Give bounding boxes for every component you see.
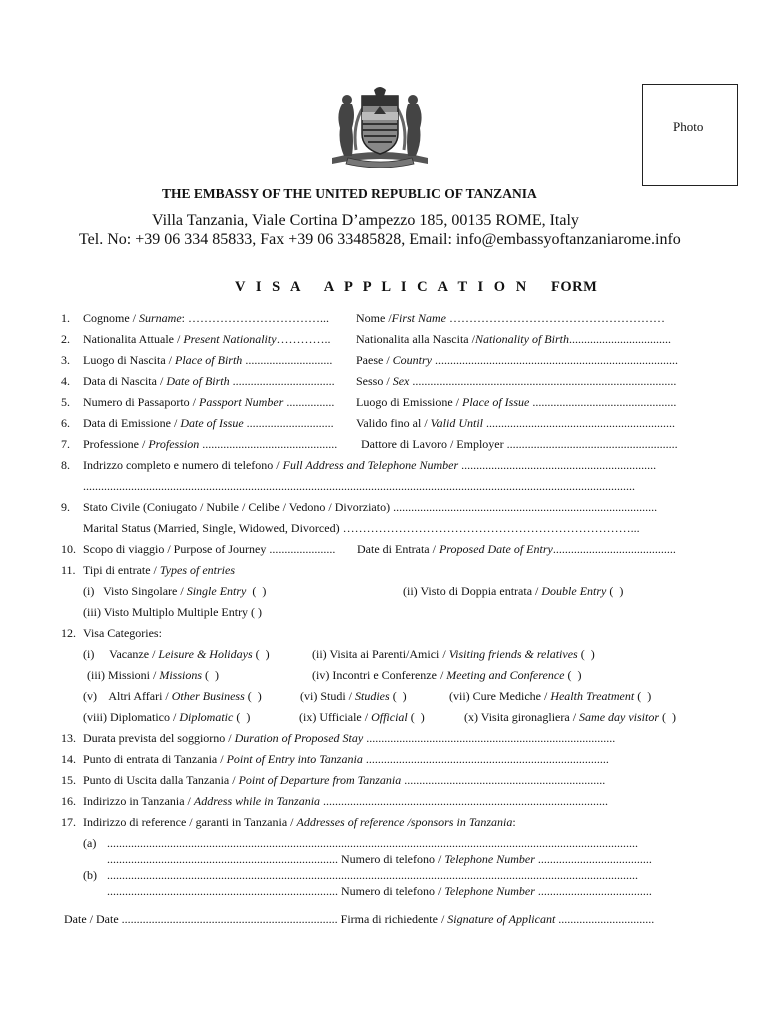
label-en: Official [371, 710, 408, 724]
blank: .................................. [568, 332, 671, 346]
label: Professione / [83, 437, 149, 451]
label-en: Telephone Number [444, 852, 535, 866]
field-marital-status[interactable]: Marital Status (Married, Single, Widowed, Divorced) ………………………………………………………………... [83, 521, 640, 535]
category-visiting-friends[interactable] [312, 647, 595, 662]
label: ............................................................................. Numero di telefono / [107, 852, 445, 866]
blank: ............................................. [199, 437, 338, 451]
field-duration-of-stay[interactable] [83, 731, 615, 746]
checkbox[interactable]: ( ) [634, 689, 652, 703]
label-en: Addresses of reference /sponsors in Tanzania [296, 815, 513, 829]
field-15-number: 15. [61, 773, 76, 787]
reference-a-address[interactable]: ................................................................................................................................................................................. [107, 836, 638, 850]
field-3-number: 3. [61, 353, 70, 367]
checkbox[interactable]: ( ) [252, 647, 270, 661]
label: Valido fino al / [356, 416, 431, 430]
option-double-entry[interactable] [403, 584, 623, 599]
field-16-number: 16. [61, 794, 76, 808]
blank: ...................................... [534, 852, 652, 866]
checkbox[interactable]: ( ) [407, 710, 425, 724]
label: Indrizzo completo e numero di telefono / [83, 458, 283, 472]
field-proposed-date-of-entry[interactable] [357, 542, 676, 557]
label: (i) Vacanze / [83, 647, 159, 661]
field-7-number: 7. [61, 437, 70, 451]
label: Data di Nascita / [83, 374, 167, 388]
tanzania-coat-of-arms-icon [322, 84, 438, 168]
checkbox[interactable]: ( ) [659, 710, 677, 724]
field-place-of-issue[interactable] [356, 395, 676, 410]
blank: ........................................................................................ [409, 374, 677, 388]
category-other-business[interactable] [83, 689, 262, 704]
label-en: Point of Departure from Tanzania [238, 773, 402, 787]
label-en: Diplomatic [179, 710, 234, 724]
field-point-of-entry[interactable] [83, 752, 609, 767]
field-date-of-issue[interactable] [83, 416, 334, 431]
field-5-number: 5. [61, 395, 70, 409]
reference-b-label: (b) [83, 868, 97, 882]
label-en: Surname [139, 311, 182, 325]
label-en: Nationality of Birth [474, 332, 569, 346]
label: (ii) Visto di Doppia entrata / [403, 584, 542, 598]
label-en: Health Treatment [550, 689, 635, 703]
label: Indirizzo in Tanzania / [83, 794, 194, 808]
field-full-address[interactable] [83, 458, 656, 473]
label-en: Place of Issue [462, 395, 530, 409]
photo-label: Photo [673, 119, 704, 134]
category-health-treatment[interactable] [449, 689, 651, 704]
label: Tipi di entrate / [83, 563, 160, 577]
blank: ............................. [242, 353, 333, 367]
label-en: Proposed Date of Entry [438, 542, 553, 556]
field-8-number: 8. [61, 458, 70, 472]
option-single-entry[interactable] [83, 584, 266, 599]
field-valid-until[interactable] [356, 416, 675, 431]
label-en: Meeting and Conference [446, 668, 565, 682]
checkbox[interactable]: ( ) [577, 647, 595, 661]
blank: ................................................................................. [362, 752, 609, 766]
field-present-nationality[interactable] [83, 332, 331, 347]
date-and-signature[interactable] [64, 912, 654, 927]
address-line-2: Tel. No: +39 06 334 85833, Fax +39 06 33485828, Email: info@embassyoftanzaniarome.info [79, 231, 681, 248]
label-en: Country [392, 353, 432, 367]
category-meeting-conference[interactable] [312, 668, 581, 683]
label: Durata prevista del soggiorno / [83, 731, 235, 745]
field-12-number: 12. [61, 626, 76, 640]
field-date-of-birth[interactable] [83, 374, 335, 389]
label-en: Single Entry [186, 584, 247, 598]
blank: ............................. [243, 416, 334, 430]
category-leisure[interactable] [83, 647, 270, 662]
field-employer[interactable] [361, 437, 678, 452]
form-title-main: V I S A A P P L I C A T I O N [235, 279, 530, 295]
label-en: Missions [159, 668, 203, 682]
label-en: Full Address and Telephone Number [282, 458, 459, 472]
label: (ix) Ufficiale / [299, 710, 372, 724]
category-diplomatic[interactable] [83, 710, 250, 725]
label-en: Passport Number [199, 395, 284, 409]
field-point-of-departure[interactable] [83, 773, 605, 788]
label: Dattore di Lavoro / Employer [361, 437, 504, 451]
types-of-entries-label [83, 563, 235, 578]
field-civil-status[interactable]: Stato Civile (Coniugato / Nubile / Celibe / Vedono / Divorziato) ........................................................................................ [83, 500, 658, 514]
label: Nationalita alla Nascita / [356, 332, 475, 346]
label: (i) Visto Singolare / [83, 584, 187, 598]
field-1-number: 1. [61, 311, 70, 325]
field-6-number: 6. [61, 416, 70, 430]
category-missions[interactable] [87, 668, 219, 683]
label: (vii) Cure Mediche / [449, 689, 551, 703]
reference-a-label: (a) [83, 836, 97, 850]
label-en: Address while in Tanzania [193, 794, 321, 808]
label: (iv) Incontri e Conferenze / [312, 668, 447, 682]
label-en: Present Nationality [183, 332, 277, 346]
label: (ii) Visita ai Parenti/Amici / [312, 647, 449, 661]
checkbox[interactable]: ( ) [246, 584, 267, 598]
label: (v) Altri Affari / [83, 689, 172, 703]
blank: ......................................................... [503, 437, 678, 451]
field-14-number: 14. [61, 752, 76, 766]
blank: : ……………………………... [181, 311, 330, 325]
blank: ................................................................... [401, 773, 606, 787]
label-en: Telephone Number [444, 884, 535, 898]
references-label [83, 815, 516, 830]
label: Date di Entrata / [357, 542, 439, 556]
label-en: Types of entries [159, 563, 235, 577]
photo-box[interactable] [642, 84, 738, 186]
field-first-name[interactable] [356, 311, 665, 326]
checkbox[interactable]: ( ) [564, 668, 582, 682]
label-en: Other Business [171, 689, 245, 703]
field-country[interactable] [356, 353, 678, 368]
blank: ................................................................................... [363, 731, 616, 745]
label: Cognome / [83, 311, 139, 325]
checkbox[interactable]: ( ) [244, 689, 262, 703]
field-10-number: 10. [61, 542, 76, 556]
label: Date / Date ........................................................................ Firma di richiedente / [64, 912, 448, 926]
blank: .................................. [229, 374, 335, 388]
label: Luogo di Nascita / [83, 353, 175, 367]
field-9-number: 9. [61, 500, 70, 514]
category-same-day-visitor[interactable] [464, 710, 676, 725]
blank: ............................................................................................... [320, 794, 609, 808]
option-multiple-entry[interactable]: (iii) Visto Multiplo Multiple Entry ( ) [83, 605, 263, 619]
label: (iii) Missioni / [87, 668, 160, 682]
label: Indirizzo di reference / garanti in Tanzania / [83, 815, 297, 829]
label-en: Same day visitor [579, 710, 660, 724]
reference-b-address[interactable]: ................................................................................................................................................................................. [107, 868, 638, 882]
label-en: Visiting friends & relatives [448, 647, 578, 661]
label: Nationalita Attuale / [83, 332, 184, 346]
label: Punto di entrata di Tanzania / [83, 752, 227, 766]
field-profession[interactable] [83, 437, 337, 452]
label-en: Point of Entry into Tanzania [226, 752, 363, 766]
blank: ...................................... [534, 884, 652, 898]
field-sex[interactable] [356, 374, 676, 389]
blank: ................................ [555, 912, 655, 926]
label: (x) Visita gironagliera / [464, 710, 580, 724]
label: (vi) Studi / [300, 689, 356, 703]
checkbox[interactable]: ( ) [233, 710, 251, 724]
address-line-1: Villa Tanzania, Viale Cortina D’ampezzo 185, 00135 ROME, Italy [152, 212, 579, 229]
label: Data di Emissione / [83, 416, 181, 430]
colon: : [512, 815, 516, 829]
label-en: Double Entry [541, 584, 607, 598]
field-17-number: 17. [61, 815, 76, 829]
label-en: Valid Until [430, 416, 483, 430]
field-nationality-of-birth[interactable] [356, 332, 671, 347]
label-en: Studies [355, 689, 390, 703]
field-passport-number[interactable] [83, 395, 334, 410]
label: Luogo di Emissione / [356, 395, 462, 409]
label-en: Sex [392, 374, 410, 388]
label-en: First Name [391, 311, 447, 325]
field-place-of-birth[interactable] [83, 353, 332, 368]
checkbox[interactable]: ( ) [389, 689, 407, 703]
label-en: Signature of Applicant [447, 912, 556, 926]
label-en: Profession [148, 437, 200, 451]
field-4-number: 4. [61, 374, 70, 388]
label-en: Duration of Proposed Stay [234, 731, 364, 745]
label: ............................................................................. Numero di telefono / [107, 884, 445, 898]
field-13-number: 13. [61, 731, 76, 745]
label: Paese / [356, 353, 393, 367]
label: (viii) Diplomatico / [83, 710, 180, 724]
field-full-address-line[interactable]: ........................................................................................................................................................................................ [83, 479, 635, 493]
blank: ……………………………………………… [446, 311, 666, 325]
blank: ................ [283, 395, 335, 409]
blank: ......................................... [552, 542, 676, 556]
label-en: Leisure & Holidays [158, 647, 253, 661]
field-surname[interactable] [83, 311, 329, 326]
field-2-number: 2. [61, 332, 70, 346]
reference-b-telephone[interactable] [107, 884, 652, 899]
category-official[interactable] [299, 710, 425, 725]
blank: ………….. [276, 332, 331, 346]
blank: ................................................ [529, 395, 677, 409]
category-studies[interactable] [300, 689, 407, 704]
checkbox[interactable]: ( ) [606, 584, 624, 598]
checkbox[interactable]: ( ) [202, 668, 220, 682]
blank: ................................................................. [458, 458, 657, 472]
embassy-heading: THE EMBASSY OF THE UNITED REPUBLIC OF TANZANIA [162, 186, 537, 201]
label: Numero di Passaporto / [83, 395, 199, 409]
label-en: Date of Birth [166, 374, 230, 388]
field-11-number: 11. [61, 563, 76, 577]
label: Sesso / [356, 374, 393, 388]
label-en: Date of Issue [180, 416, 244, 430]
field-address-in-tanzania[interactable] [83, 794, 608, 809]
form-title-form: FORM [551, 279, 598, 295]
visa-categories-label: Visa Categories: [83, 626, 162, 640]
label: Nome / [356, 311, 392, 325]
field-purpose-of-journey[interactable]: Scopo di viaggio / Purpose of Journey ...................... [83, 542, 336, 556]
reference-a-telephone[interactable] [107, 852, 652, 867]
blank: ............................................................... [483, 416, 675, 430]
blank: ................................................................................. [432, 353, 678, 367]
label: Punto di Uscita dalla Tanzania / [83, 773, 239, 787]
form-title [235, 279, 597, 296]
label-en: Place of Birth [174, 353, 243, 367]
